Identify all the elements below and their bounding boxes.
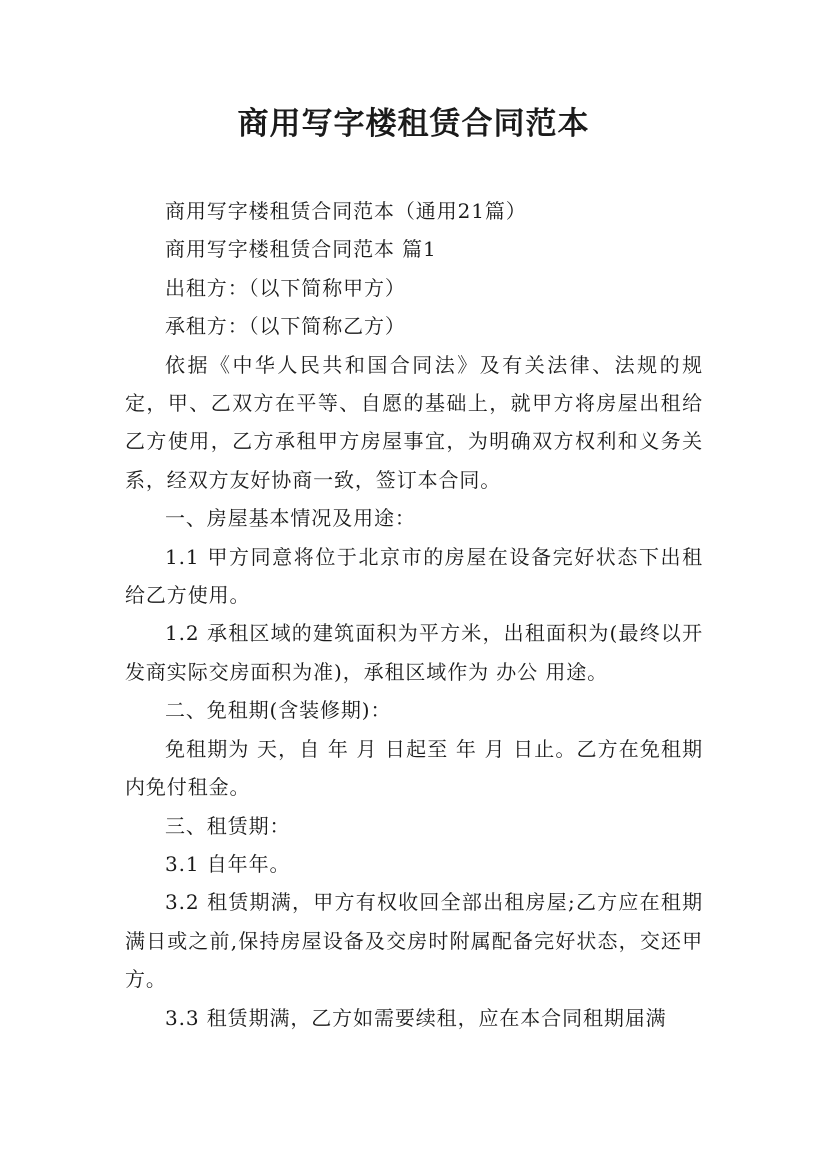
paragraph-clause-1-2: 1.2 承租区域的建筑面积为平方米，出租面积为(最终以开发商实际交房面积为准)，承租区域作为 办公 用途。 <box>125 621 703 684</box>
paragraph-clause-3-2: 3.2 租赁期满，甲方有权收回全部出租房屋;乙方应在租期满日或之前,保持房屋设备及交房时附属配备完好状态，交还甲方。 <box>125 890 703 992</box>
paragraph-clause-1-heading: 一、房屋基本情况及用途： <box>165 506 416 531</box>
paragraph-preamble: 依据《中华人民共和国合同法》及有关法律、法规的规定，甲、乙双方在平等、自愿的基础上，就甲方将房屋出租给乙方使用，乙方承租甲方房屋事宜，为明确双方权利和义务关系，经双方友好协商一致，签订本合同。 <box>125 352 703 492</box>
paragraph-clause-3-heading: 三、租赁期： <box>165 813 291 838</box>
paragraph-clause-2-heading: 二、免租期(含装修期)： <box>165 698 392 723</box>
paragraph-clause-3-3: 3.3 租赁期满，乙方如需要续租，应在本合同租期届满 <box>165 1005 667 1030</box>
paragraph-collection-title: 商用写字楼租赁合同范本（通用21篇） <box>165 199 527 223</box>
paragraph-section-heading: 商用写字楼租赁合同范本 篇1 <box>165 237 437 262</box>
paragraph-lessee: 承租方：（以下简称乙方） <box>165 314 406 339</box>
document-title: 商用写字楼租赁合同范本 <box>237 106 590 142</box>
paragraph-clause-1-1: 1.1 甲方同意将位于北京市的房屋在设备完好状态下出租给乙方使用。 <box>125 544 703 608</box>
paragraph-lessor: 出租方：（以下简称甲方） <box>165 275 406 300</box>
paragraph-clause-2-body: 免租期为 天，自 年 月 日起至 年 月 日止。乙方在免租期内免付租金。 <box>125 736 703 800</box>
document-body <box>125 192 703 1037</box>
paragraph-clause-3-1: 3.1 自年年。 <box>165 851 291 876</box>
